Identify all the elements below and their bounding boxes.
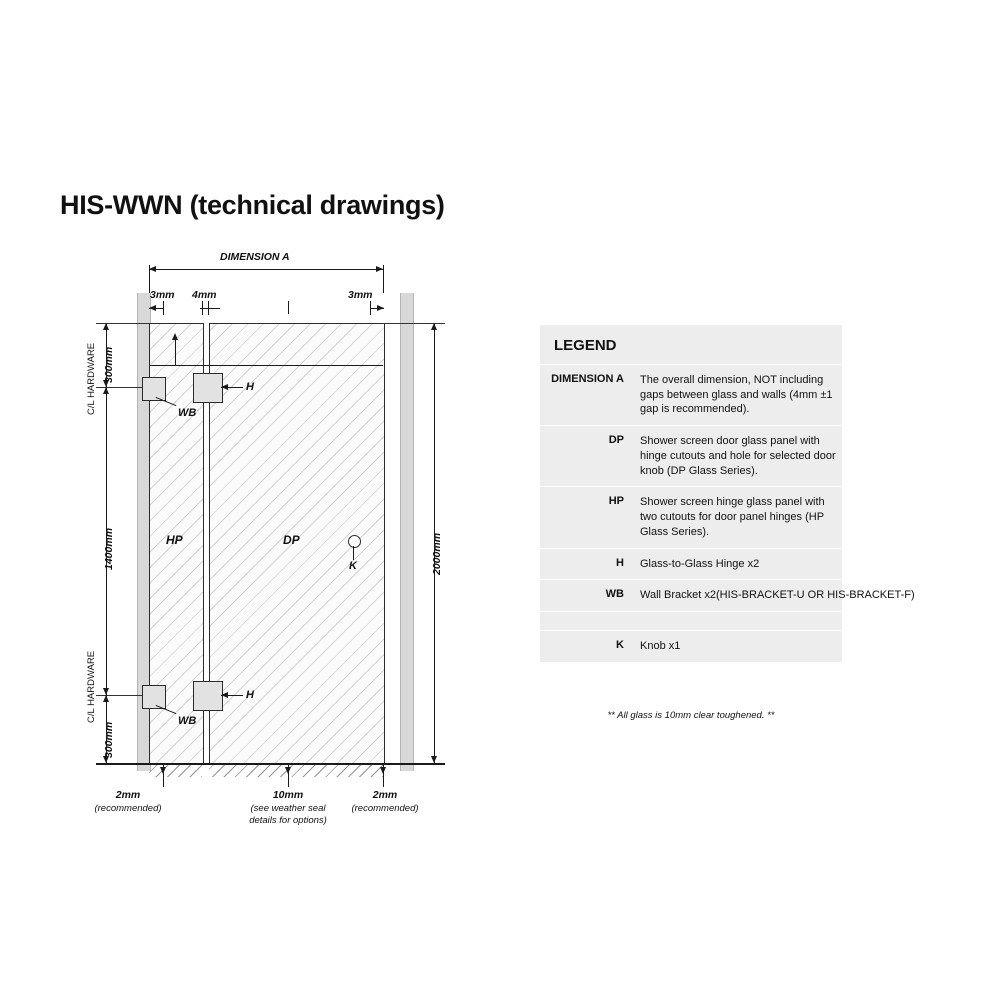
floor-hatch-left <box>149 765 202 777</box>
legend-row-h <box>540 549 842 581</box>
dim-1400-arrow-up <box>103 387 109 394</box>
dimension-a-arrow-right <box>376 266 383 272</box>
legend-row-spacer <box>540 612 842 631</box>
hinge-top-arrow <box>221 384 228 390</box>
wall-bracket-top-label: WB <box>178 407 197 419</box>
gap-left-tick <box>163 301 164 315</box>
dim-1400-label: 1400mm <box>103 527 115 570</box>
floor-dim-left-arrow <box>160 767 166 774</box>
cl-hardware-top-label: C/L HARDWARE <box>86 342 97 415</box>
legend-row-hp <box>540 487 842 548</box>
technical-drawing <box>60 245 520 845</box>
legend-value <box>632 612 842 630</box>
page-title: HIS-WWN (technical drawings) <box>60 190 445 220</box>
legend-row-wb <box>540 580 915 612</box>
legend-key: H <box>616 556 624 569</box>
wall-bracket-bottom <box>142 685 166 709</box>
legend-panel <box>540 325 915 662</box>
legend-key: DP <box>608 434 624 447</box>
dim-2000-arrow-down <box>431 756 437 763</box>
hp-top-arrow-head <box>172 333 178 340</box>
dim-300-bottom-arrow-up <box>103 695 109 702</box>
panel-hp-label: HP <box>166 533 183 547</box>
wall-bracket-top <box>142 377 166 401</box>
dimension-a-line <box>149 269 383 270</box>
panel-dp-label: DP <box>283 533 300 547</box>
hinge-bottom-arrow <box>221 692 228 698</box>
legend-value: The overall dimension, NOT including gaps between glass and walls (4mm ±1 gap is recommended). <box>640 374 833 416</box>
legend-note: ** All glass is 10mm clear toughened. ** <box>607 710 775 721</box>
floor-center-value: 10mm <box>272 789 304 801</box>
dim-2000-arrow-up <box>431 323 437 330</box>
legend-row-k <box>540 631 842 662</box>
glass-hinge-bottom <box>193 681 223 711</box>
legend-value: Shower screen door glass panel with hinge cutouts and hole for selected door knob (DP Glass Series). <box>640 435 836 477</box>
legend-key: WB <box>605 588 624 601</box>
gap-right-arrow <box>377 305 384 311</box>
floor-hatch-right <box>209 765 383 777</box>
floor-center-note-2: details for options) <box>249 815 327 826</box>
dim-300-top-arrow-up <box>103 323 109 330</box>
wall-bracket-bottom-label: WB <box>178 715 197 727</box>
glass-hinge-top <box>193 373 223 403</box>
dim-2000-label: 2000mm <box>431 532 443 575</box>
dim-300-top-label: 300mm <box>103 346 115 383</box>
knob-leader <box>353 546 354 560</box>
dim-1400-arrow-down <box>103 688 109 695</box>
legend-row-dp <box>540 426 842 487</box>
gap-right-wall-label: 3mm <box>348 289 373 301</box>
hinge-top-label: H <box>246 381 254 393</box>
floor-center-note-1: (see weather seal <box>250 803 326 814</box>
legend-row-dimension-a <box>540 365 842 426</box>
legend-key: HP <box>608 495 624 508</box>
gap-left-wall-label: 3mm <box>150 289 175 301</box>
legend-key: DIMENSION A <box>551 373 624 385</box>
floor-left-value: 2mm <box>115 789 141 801</box>
floor-dim-right-arrow <box>380 767 386 774</box>
legend-key <box>540 612 632 630</box>
gap-mid-dim-line <box>200 308 220 309</box>
cl-hardware-bottom-label: C/L HARDWARE <box>86 650 97 723</box>
floor-right-note: (recommended) <box>351 803 419 814</box>
legend-value: Shower screen hinge glass panel with two cutouts for door panel hinges (HP Glass Series). <box>640 496 825 538</box>
gap-mid-tick-a <box>202 301 203 315</box>
dim-300-bottom-label: 300mm <box>103 721 115 758</box>
legend-title: LEGEND <box>540 325 842 365</box>
wall-right <box>400 293 414 771</box>
dimension-a-arrow-left <box>149 266 156 272</box>
door-knob <box>348 535 361 548</box>
floor-dim-center-arrow <box>285 767 291 774</box>
dimension-a-label: DIMENSION A <box>220 251 290 263</box>
panel-centre-tick <box>288 301 289 314</box>
legend-value: Wall Bracket x2(HIS-BRACKET-U OR HIS-BRACKET-F) <box>640 589 915 602</box>
legend-value: Glass-to-Glass Hinge x2 <box>640 557 760 570</box>
gap-mid-tick-b <box>208 301 209 315</box>
gap-left-arrow <box>149 305 156 311</box>
hinge-bottom-label: H <box>246 689 254 701</box>
legend-value: Knob x1 <box>640 640 681 653</box>
floor-left-note: (recommended) <box>94 803 162 814</box>
dimension-a-ext-right <box>383 265 384 293</box>
hp-divider-line <box>149 365 383 366</box>
gap-between-glass-label: 4mm <box>192 289 217 301</box>
legend-key: K <box>616 639 624 652</box>
gap-right-tick <box>370 301 371 315</box>
knob-label: K <box>349 560 357 572</box>
hp-top-arrow-line <box>175 337 176 365</box>
floor-right-value: 2mm <box>372 789 398 801</box>
